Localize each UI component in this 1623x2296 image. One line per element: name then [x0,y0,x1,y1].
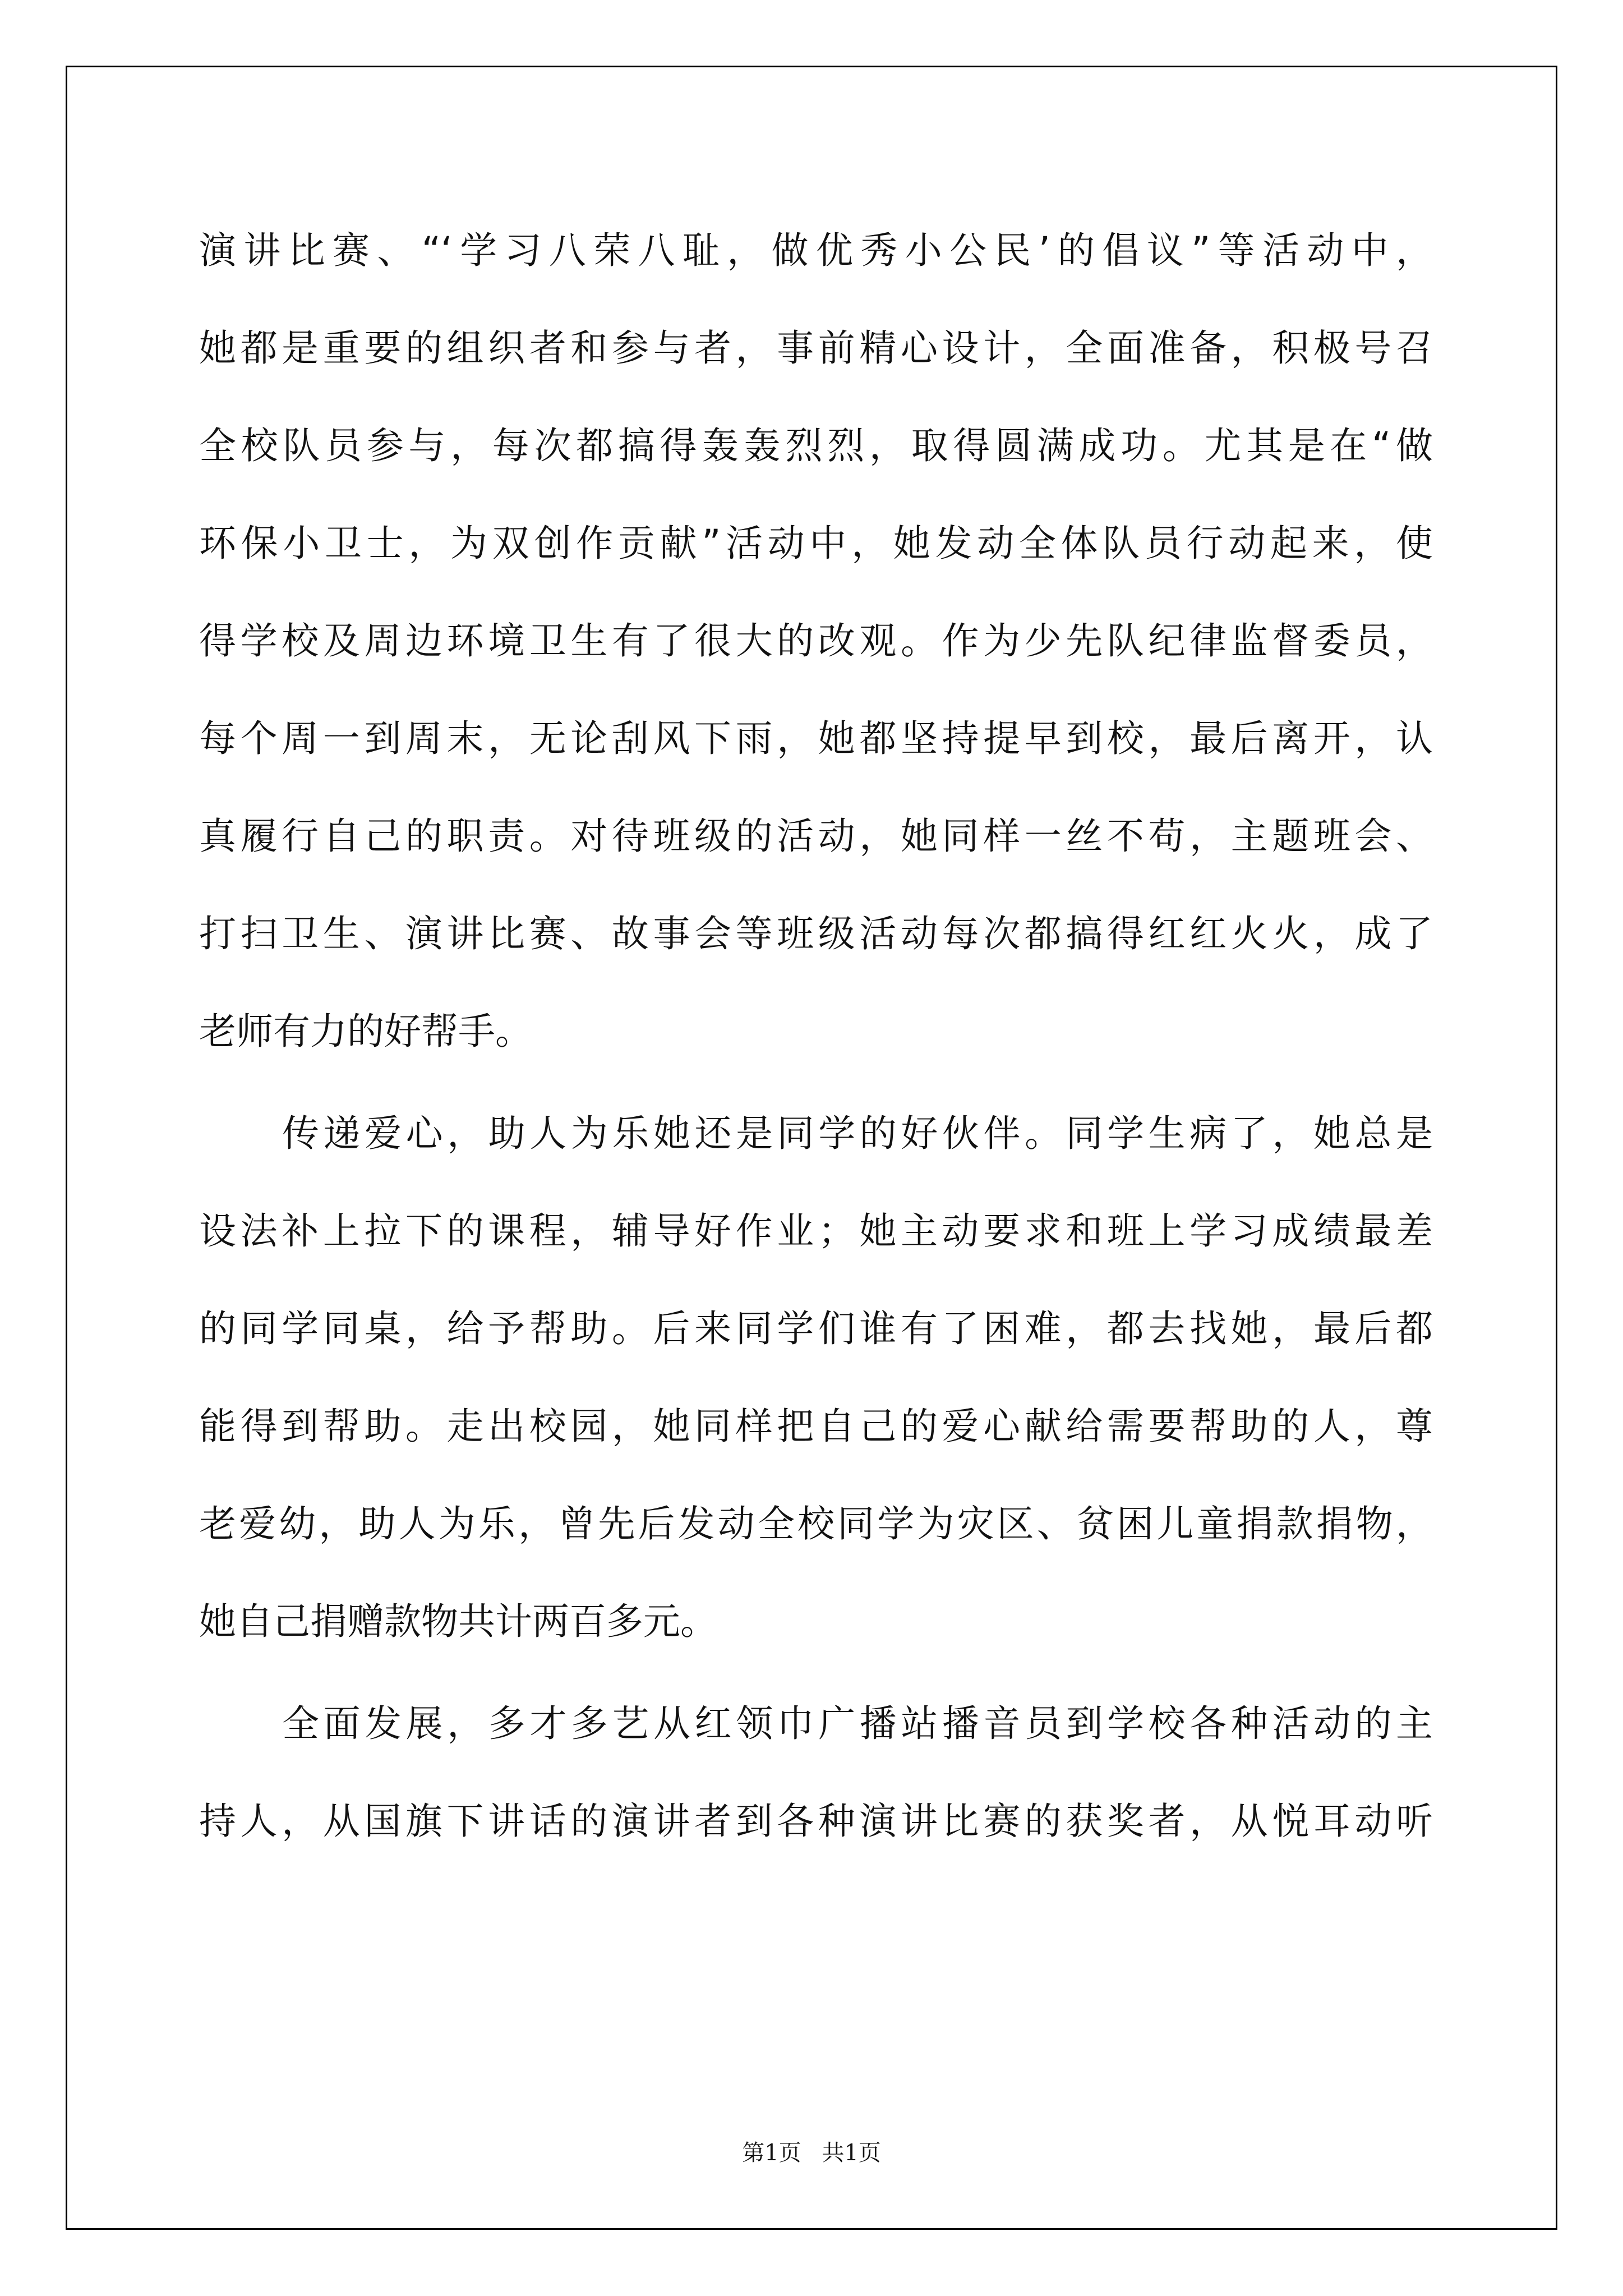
text-line: 全校队员参与，每次都搞得轰轰烈烈，取得圆满成功。尤其是在“做 [199,424,1433,467]
text-line: 得学校及周边环境卫生有了很大的改观。作为少先队纪律监督委员， [199,619,1433,662]
text-line: 她自己捐赠款物共计两百多元。 [199,1600,717,1643]
text-line: 每个周一到周末，无论刮风下雨，她都坚持提早到校，最后离开，认 [199,717,1433,760]
paragraph-start-line: 传递爱心，助人为乐她还是同学的好伙伴。同学生病了，她总是 [282,1112,1433,1155]
paragraph-start-line: 全面发展，多才多艺从红领巾广播站播音员到学校各种活动的主 [282,1702,1433,1745]
text-line: 设法补上拉下的课程，辅导好作业；她主动要求和班上学习成绩最差 [199,1209,1433,1253]
page-number: 第1页 [742,2140,801,2166]
text-line: 环保小卫士，为双创作贡献”活动中，她发动全体队员行动起来，使 [199,522,1433,565]
text-line: 老爱幼，助人为乐，曾先后发动全校同学为灾区、贫困儿童捐款捐物， [199,1502,1433,1545]
page-total: 共1页 [822,2140,881,2166]
page-footer [0,2135,1623,2167]
text-line: 真履行自己的职责。对待班级的活动，她同样一丝不苟，主题班会、 [199,815,1433,858]
text-line: 打扫卫生、演讲比赛、故事会等班级活动每次都搞得红红火火，成了 [199,912,1433,955]
text-line: 她都是重要的组织者和参与者，事前精心设计，全面准备，积极号召 [199,326,1433,370]
text-line: 演讲比赛、“‘学习八荣八耻，做优秀小公民’的倡议”等活动中， [199,229,1433,272]
document-body [199,202,1433,1870]
text-line: 老师有力的好帮手。 [199,1010,532,1053]
text-line: 持人，从国旗下讲话的演讲者到各种演讲比赛的获奖者，从悦耳动听 [199,1800,1433,1843]
text-line: 能得到帮助。走出校园，她同样把自己的爱心献给需要帮助的人，尊 [199,1405,1433,1448]
text-line: 的同学同桌，给予帮助。后来同学们谁有了困难，都去找她，最后都 [199,1307,1433,1350]
